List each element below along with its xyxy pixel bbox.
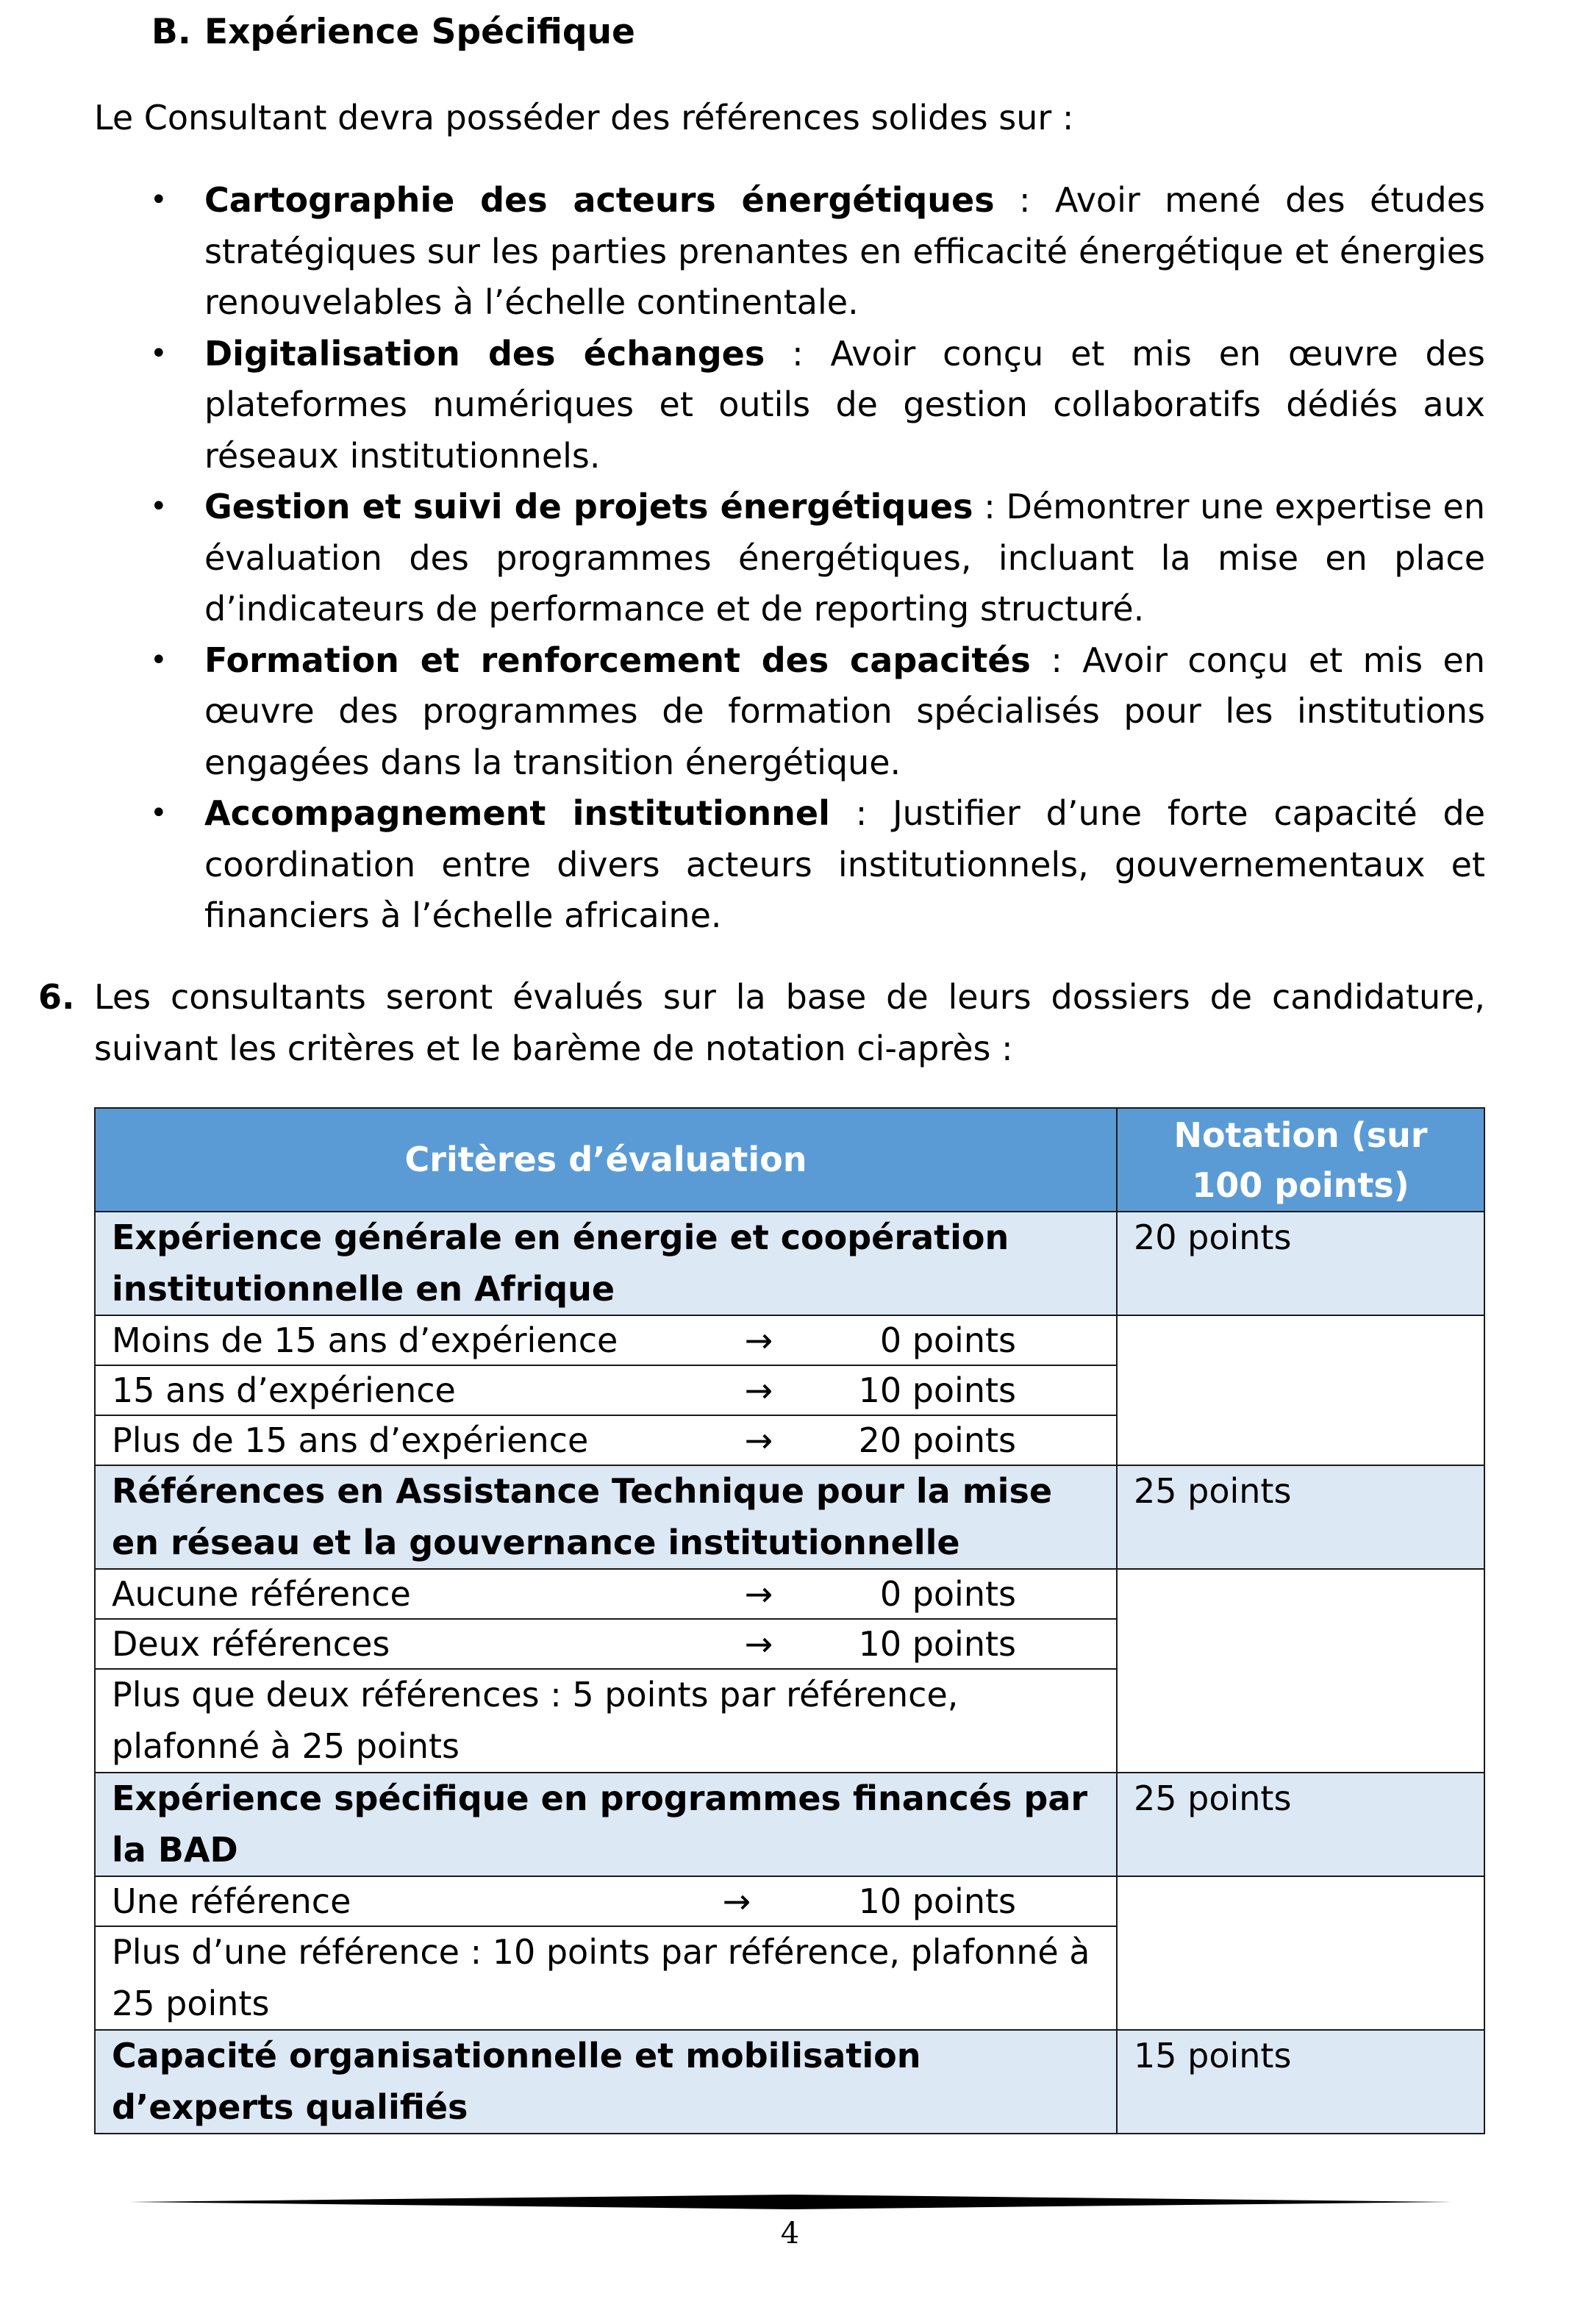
bullet-text: : Avoir conçu et mis en œuvre des programmes de formation spécialisés pour les institutions engagées dans la transition énergétique. — [204, 640, 1485, 782]
criterion-row — [95, 1773, 1484, 1876]
bullet-text: : Avoir mené des études stratégiques sur les parties prenantes en efficacité énergétique et énergies renouvelables à l’échelle continentale. — [204, 180, 1485, 322]
criterion-label: Capacité organisationnelle et mobilisation d’experts qualifiés — [95, 2030, 1117, 2134]
bullet-icon: • — [150, 183, 168, 217]
empty-score-cell — [1117, 1315, 1484, 1465]
bullet-title: Formation et renforcement des capacités — [204, 640, 1031, 680]
sub-note: Plus d’une référence : 10 points par référence, plafonné à 25 points — [95, 1926, 1117, 2030]
sub-points: 10 points — [858, 1370, 1016, 1410]
experience-bullet-list — [94, 175, 1485, 942]
sub-points: 20 points — [858, 1420, 1016, 1460]
arrow-icon: → — [744, 1370, 773, 1410]
table-header-row — [95, 1108, 1484, 1212]
empty-score-cell — [1117, 1876, 1484, 2030]
criterion-points: 15 points — [1117, 2030, 1484, 2134]
bullet-icon: • — [150, 336, 168, 371]
arrow-icon: → — [722, 1881, 751, 1921]
sub-points: 10 points — [858, 1881, 1016, 1921]
sub-points: 0 points — [879, 1320, 1016, 1360]
sub-label: Une référence — [112, 1881, 351, 1921]
sub-criterion-row — [95, 1569, 1484, 1619]
criterion-row — [95, 1465, 1484, 1569]
section-title: Expérience Spécifique — [204, 12, 635, 52]
bullet-title: Digitalisation des échanges — [204, 333, 765, 373]
bullet-icon: • — [150, 796, 168, 830]
evaluation-paragraph — [38, 972, 1485, 1074]
sub-label: Plus de 15 ans d’expérience — [112, 1420, 589, 1460]
bullet-title: Gestion et suivi de projets énergétiques — [204, 487, 973, 526]
section-heading — [151, 10, 635, 54]
sub-label: Aucune référence — [112, 1574, 411, 1614]
criterion-row — [95, 2030, 1484, 2134]
bullet-item — [94, 329, 1485, 482]
bullet-item — [94, 175, 1485, 329]
sub-points: 10 points — [858, 1624, 1016, 1664]
bullet-icon: • — [150, 490, 168, 523]
intro-text: Le Consultant devra posséder des références solides sur : — [94, 98, 1074, 137]
sub-label: Deux références — [112, 1624, 390, 1664]
bullet-item — [94, 788, 1485, 942]
arrow-icon: → — [744, 1320, 773, 1360]
paragraph-text: Les consultants seront évalués sur la base de leurs dossiers de candidature, suivant les critères et le barème de notation ci-après : — [94, 977, 1485, 1068]
criterion-points: 20 points — [1117, 1212, 1484, 1315]
arrow-icon: → — [744, 1574, 773, 1614]
criterion-points: 25 points — [1117, 1465, 1484, 1569]
criterion-label: Références en Assistance Technique pour la mise en réseau et la gouvernance institutionnelle — [95, 1465, 1117, 1569]
sub-label: Moins de 15 ans d’expérience — [112, 1320, 618, 1360]
empty-score-cell — [1117, 1569, 1484, 1773]
criterion-points: 25 points — [1117, 1773, 1484, 1876]
page-number: 4 — [780, 2217, 800, 2250]
sub-points: 0 points — [879, 1574, 1016, 1614]
bullet-title: Accompagnement institutionnel — [204, 793, 830, 833]
section-number: B. — [151, 12, 191, 52]
bullet-icon: • — [150, 643, 168, 677]
sub-criterion-row — [95, 1876, 1484, 1926]
bullet-title: Cartographie des acteurs énergétiques — [204, 180, 995, 220]
header-score: Notation (sur 100 points) — [1117, 1108, 1484, 1212]
bullet-text: : Justifier d’une forte capacité de coordination entre divers acteurs institutionnels, gouvernementaux et financiers à l’échelle africaine. — [204, 793, 1486, 935]
paragraph-number: 6. — [38, 977, 75, 1017]
sub-label: 15 ans d’expérience — [112, 1370, 456, 1410]
criterion-label: Expérience générale en énergie et coopération institutionnelle en Afrique — [95, 1212, 1117, 1315]
footer-divider — [129, 2195, 1453, 2209]
criterion-label: Expérience spécifique en programmes financés par la BAD — [95, 1773, 1117, 1876]
bullet-item — [94, 482, 1485, 635]
header-criteria: Critères d’évaluation — [95, 1108, 1117, 1212]
sub-criterion-row — [95, 1315, 1484, 1365]
bullet-item — [94, 635, 1485, 789]
sub-note: Plus que deux références : 5 points par référence, plafonné à 25 points — [95, 1669, 1117, 1773]
bullet-text: : Avoir conçu et mis en œuvre des plateformes numériques et outils de gestion collaboratifs dédiés aux réseaux institutionnels. — [204, 333, 1485, 476]
arrow-icon: → — [744, 1624, 773, 1664]
bullet-text: : Démontrer une expertise en évaluation des programmes énergétiques, incluant la mise en place d’indicateurs de performance et de reporting structuré. — [204, 487, 1485, 629]
arrow-icon: → — [744, 1420, 773, 1460]
criterion-row — [95, 1212, 1484, 1315]
evaluation-criteria-table — [94, 1107, 1485, 2134]
